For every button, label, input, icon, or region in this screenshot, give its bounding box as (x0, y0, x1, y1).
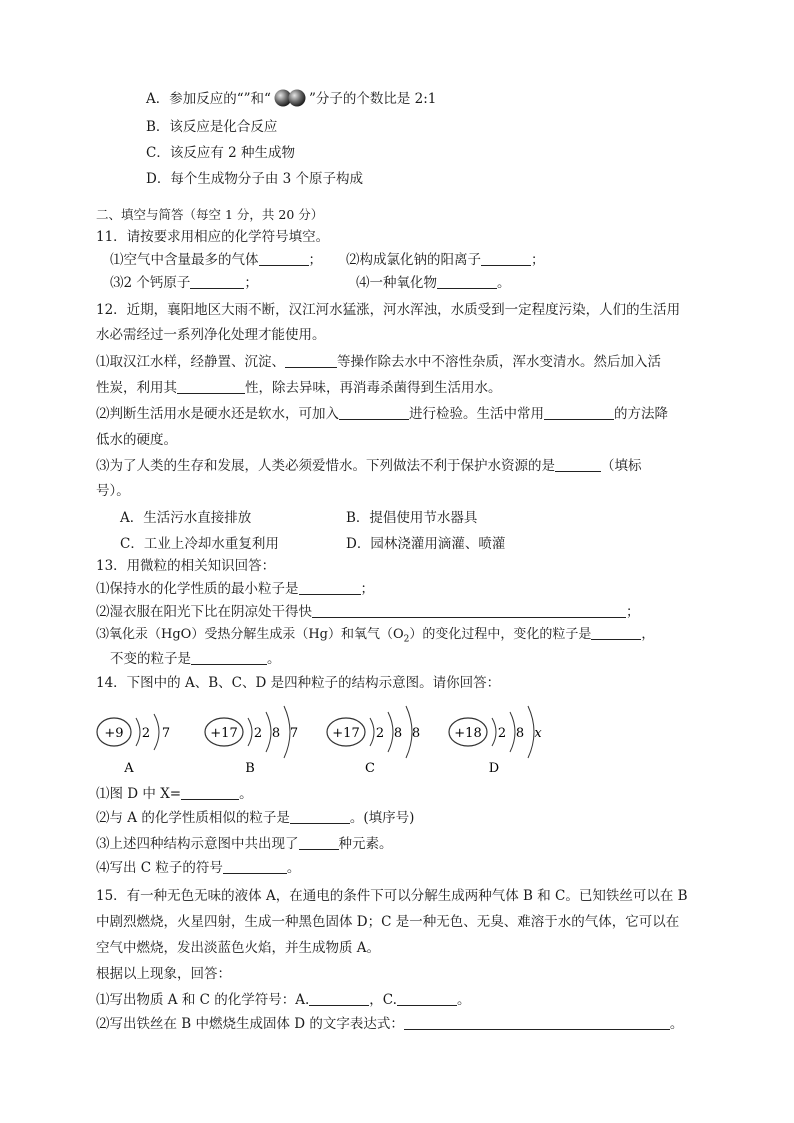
answer-blank[interactable] (309, 991, 369, 1006)
q12-option-d: D．园林浇灌用滴灌、喷灌 (346, 536, 506, 552)
structure-label: A (124, 761, 134, 776)
answer-blank[interactable] (397, 991, 457, 1006)
q15-line2: 中剧烈燃烧，火星四射，生成一种黑色固体 D；C 是一种无色、无臭、难溶于水的气体，它可以在 (96, 914, 680, 930)
shell-electrons: 7 (289, 726, 299, 741)
nucleus-charge: +18 (454, 726, 482, 741)
q10-option-a: A．参加反应的“”和“ ”分子的个数比是 2:1 (146, 88, 436, 109)
q11-stem: 11．请按要求用相应的化学符号填空。 (96, 229, 330, 245)
shell-electrons: 2 (375, 726, 385, 741)
q13-part3: ⑶氧化汞（HgO）受热分解生成汞（Hg）和氧气$(O_2)$的变化过程中，变化的粒子是 ， (96, 627, 655, 645)
q15-part1: ⑴写出物质 A 和 C 的化学符号：A. ，C. 。 (96, 992, 471, 1008)
q12-line6: 低水的硬度。 (96, 432, 177, 448)
q11-part2: ⑵构成氯化钠的阳离子 ； (346, 252, 545, 268)
q12-line5: ⑵判断生活用水是硬水还是软水，可加入 进行检验。生活中常用 的方法降 (96, 406, 668, 422)
answer-blank[interactable] (290, 809, 350, 824)
q15-line1: 15．有一种无色无味的液体 A，在通电的条件下可以分解生成两种气体 B 和 C。已知铁丝可以在 B (96, 888, 688, 904)
q14-part1: ⑴图 D 中 X= 。 (96, 786, 253, 802)
answer-blank[interactable] (190, 274, 244, 289)
shell-electrons: 8 (515, 726, 525, 741)
shell-electrons: 7 (161, 726, 171, 741)
nucleus-charge: +9 (104, 726, 124, 741)
q11-part3: ⑶2 个钙原子 ； (110, 275, 258, 291)
answer-blank[interactable] (339, 405, 409, 420)
answer-blank[interactable] (544, 405, 614, 420)
diatomic-molecule-icon (271, 88, 309, 108)
q13-part4: 不变的粒子是 。 (110, 651, 281, 667)
structure-d (449, 706, 542, 776)
q15-part2: ⑵写出铁丝在 B 中燃烧生成固体 D 的文字表达式： 。 (96, 1016, 684, 1032)
nucleus-charge: +17 (210, 726, 238, 741)
q12-option-a: A．生活污水直接排放 (120, 510, 252, 526)
q12-line4: 性炭，利用其 性，除去异味，再消毒杀菌得到生活用水。 (96, 380, 502, 396)
q12-line2: 水必需经过一系列净化处理才能使用。 (96, 327, 326, 343)
atomic-structure-diagrams (92, 700, 562, 782)
answer-blank[interactable] (299, 580, 361, 595)
q13-stem: 13．用微粒的相关知识回答： (96, 558, 276, 574)
q10-option-b: B．该反应是化合反应 (146, 119, 278, 135)
structure-b (205, 706, 298, 776)
answer-blank[interactable] (591, 625, 641, 640)
section-title: 二、填空与简答（每空 1 分，共 20 分） (96, 207, 324, 222)
answer-blank[interactable] (177, 379, 245, 394)
structure-a (97, 714, 170, 776)
q12-line7: ⑶为了人类的生存和发展，人类必须爱惜水。下列做法不利于保护水资源的是 （填标 (96, 458, 642, 474)
answer-blank[interactable] (404, 1015, 670, 1030)
shell-electrons: x (534, 726, 542, 741)
q13-part1: ⑴保持水的化学性质的最小粒子是 ； (96, 581, 374, 597)
answer-blank[interactable] (191, 650, 267, 665)
q11-part1: ⑴空气中含量最多的气体 ； (110, 252, 322, 268)
answer-blank[interactable] (223, 859, 287, 874)
structure-label: C (365, 761, 375, 776)
structure-c (327, 706, 420, 776)
q12-line8: 号）。 (96, 483, 130, 499)
answer-blank[interactable] (312, 603, 626, 618)
q14-part3: ⑶上述四种结构示意图中共出现了 种元素。 (96, 836, 393, 852)
q14-stem: 14．下图中的 A、B、C、D 是四种粒子的结构示意图。请你回答： (96, 675, 501, 691)
q14-part4: ⑷写出 C 粒子的符号 。 (96, 860, 301, 876)
q12-line3: ⑴取汉江水样，经静置、沉淀、 等操作除去水中不溶性杂质，浑水变清水。然后加入活 (96, 354, 661, 370)
answer-blank[interactable] (555, 457, 601, 472)
answer-blank[interactable] (481, 251, 531, 266)
shell-electrons: 8 (271, 726, 281, 741)
structure-label: B (245, 761, 255, 776)
q10-option-c: C．该反应有 2 种生成物 (146, 145, 296, 161)
q15-line4: 根据以上现象，回答： (96, 966, 231, 982)
shell-electrons: 2 (253, 726, 263, 741)
q12-option-b: B．提倡使用节水器具 (346, 510, 478, 526)
shell-electrons: 2 (497, 726, 507, 741)
q15-line3: 空气中燃烧，发出淡蓝色火焰，并生成物质 A。 (96, 940, 381, 956)
nucleus-charge: +17 (332, 726, 360, 741)
q11-part4: ⑷一种氧化物 。 (356, 275, 511, 291)
shell-electrons: 2 (141, 726, 151, 741)
shell-electrons: 8 (411, 726, 421, 741)
q12-option-c: C．工业上冷却水重复利用 (120, 536, 279, 552)
q13-part2: ⑵湿衣服在阳光下比在阴凉处干得快 ； (96, 604, 640, 620)
q14-part2: ⑵与 A 的化学性质相似的粒子是 。(填序号) (96, 810, 415, 826)
answer-blank[interactable] (285, 353, 337, 368)
answer-blank[interactable] (259, 251, 309, 266)
structure-label: D (488, 761, 500, 776)
answer-blank[interactable] (299, 835, 339, 850)
q12-line1: 12．近期，襄阳地区大雨不断，汉江河水猛涨，河水浑浊，水质受到一定程度污染，人们的生活用 (96, 302, 681, 318)
shell-electrons: 8 (393, 726, 403, 741)
answer-blank[interactable] (181, 785, 239, 800)
answer-blank[interactable] (437, 274, 497, 289)
q10-option-d: D．每个生成物分子由 3 个原子构成 (146, 171, 363, 187)
